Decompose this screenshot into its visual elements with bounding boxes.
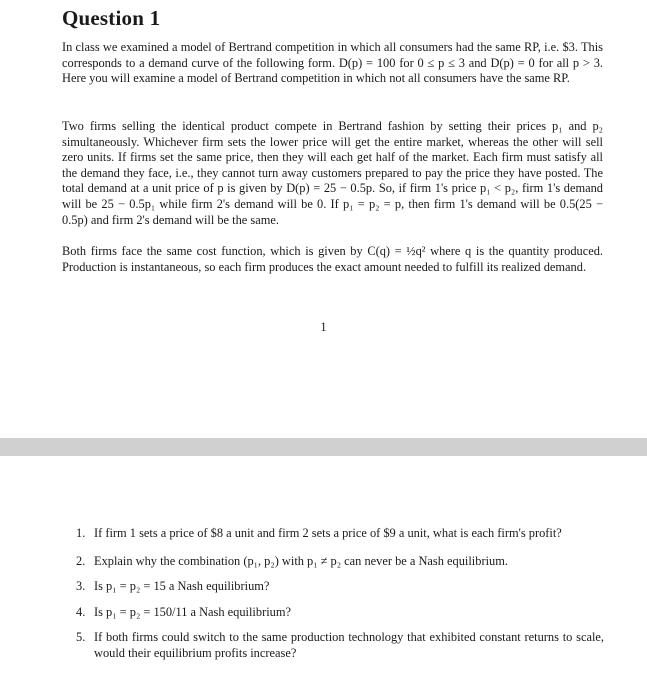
question-text: If firm 1 sets a price of $8 a unit and firm 2 sets a price of $9 a unit, what is each firm's profit? [94, 526, 562, 540]
list-item [62, 554, 604, 570]
question-number: 5. [76, 630, 86, 645]
question-text: If both firms could switch to the same production technology that exhibited constant returns to scale, would their equilibrium profits increase? [94, 630, 604, 660]
model-paragraph: Two firms selling the identical product compete in Bertrand fashion by setting their prices p₁ and p₂ simultaneously. Whichever firm sets the lower price will get the entire market, whereas the other will sell zero units. If firms set the same price, then they will each get half of the market. Each firm must satisfy all the demand they face, i.e., they cannot turn away customers prepared to pay the price they have posted. The total demand at a unit price of p is given by D(p) = 25 − 0.5p. So, if firm 1's price p₁ < p₂, firm 1's demand will be 25 − 0.5p₁ while firm 2's demand will be 0. If p₁ = p₂ = p, then firm 1's demand will be 0.5(25 − 0.5p) and firm 2's demand will be the same. [62, 119, 603, 227]
list-item [62, 579, 604, 595]
list-item [62, 605, 604, 621]
page-2 [0, 456, 647, 700]
question-text: Explain why the combination (p₁, p₂) with p₁ ≠ p₂ can never be a Nash equilibrium. [94, 553, 508, 568]
intro-paragraph: In class we examined a model of Bertrand competition in which all consumers had the same RP, i.e. $3. This corresponds to a demand curve of the following form. D(p) = 100 for 0 ≤ p ≤ 3 and D(p) = 0 for all p > 3. Here you will examine a model of Bertrand competition in which not all consumers have the same RP. [62, 40, 603, 86]
cost-paragraph: Both firms face the same cost function, which is given by C(q) = ½q² where q is the quantity produced. Production is instantaneous, so each firm produces the exact amount needed to fulfill its realized demand. [62, 244, 603, 274]
question-number: 4. [76, 604, 86, 619]
question-number: 1. [76, 526, 86, 540]
question-list [62, 526, 604, 662]
page-number: 1 [320, 320, 327, 334]
question-number: 2. [76, 553, 86, 568]
page-separator [0, 438, 647, 456]
question-title: Question 1 [62, 6, 161, 30]
list-item [62, 630, 604, 661]
question-text: Is p₁ = p₂ = 150/11 a Nash equilibrium? [94, 604, 291, 619]
question-text: Is p₁ = p₂ = 15 a Nash equilibrium? [94, 579, 270, 594]
list-item [62, 526, 604, 542]
question-number: 3. [76, 579, 86, 594]
